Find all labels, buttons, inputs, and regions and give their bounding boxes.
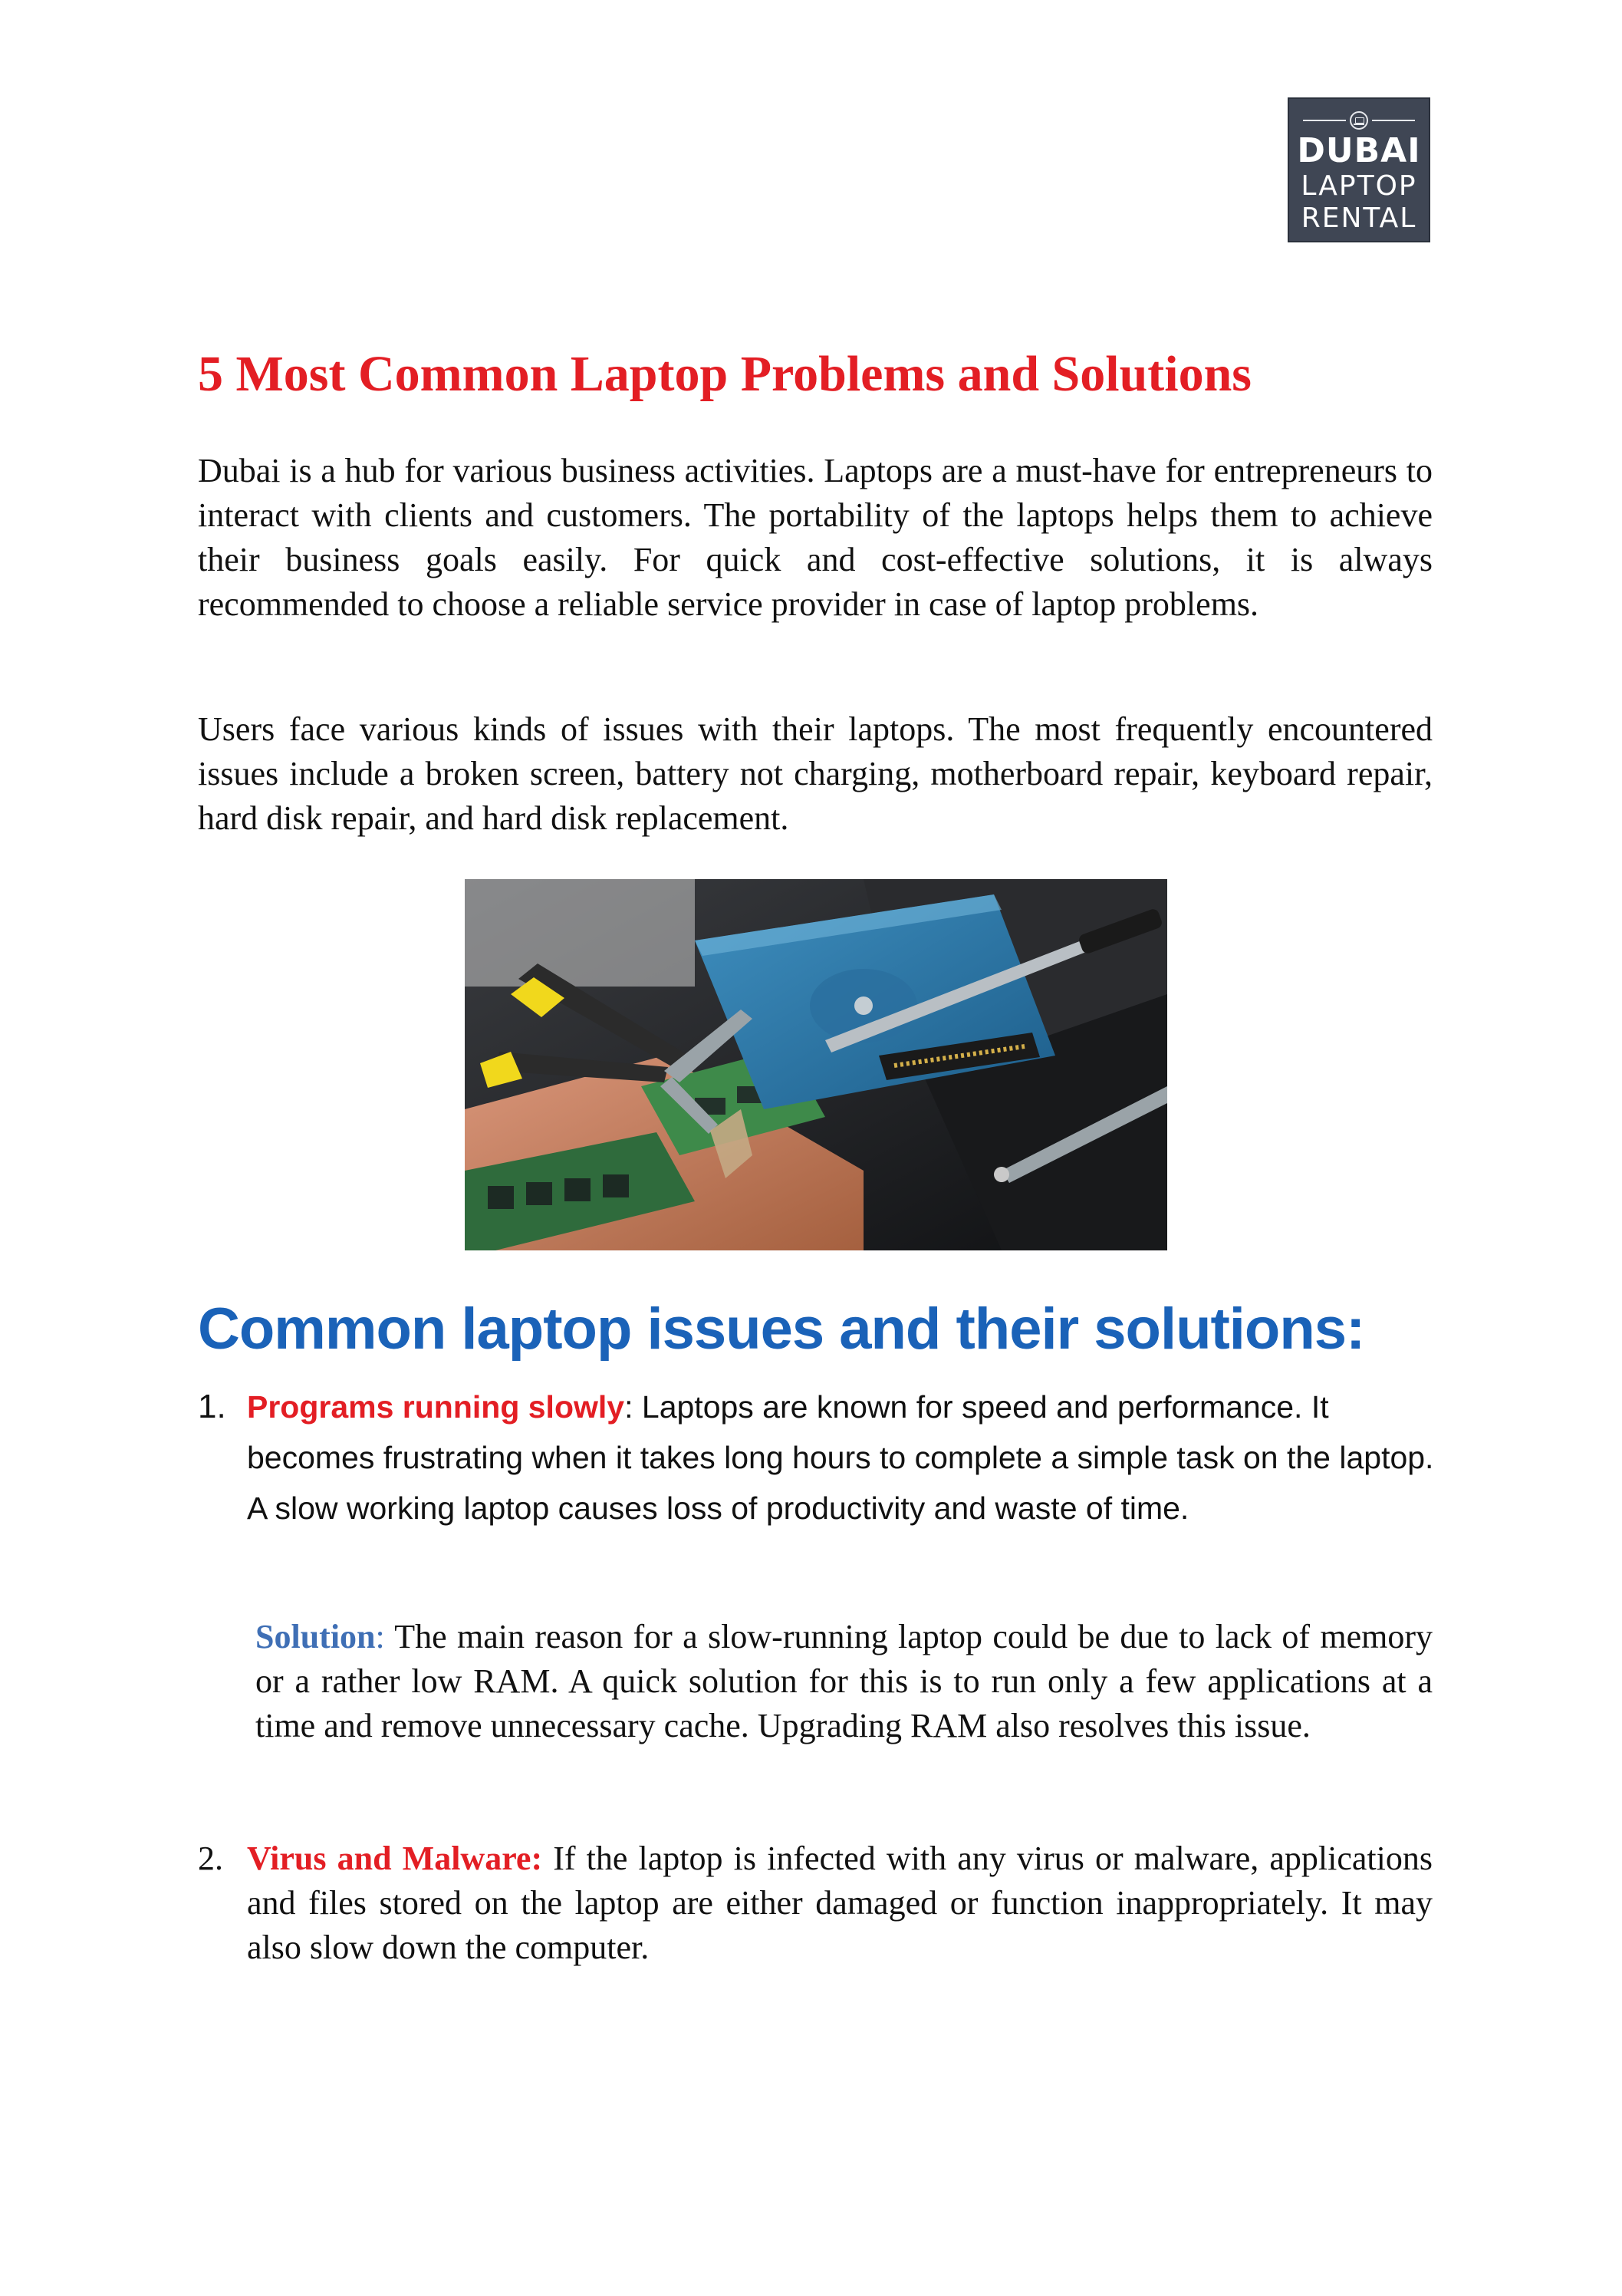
issue-1-description [247, 1382, 1434, 1533]
logo-emblem [1297, 111, 1421, 130]
issue-2-description [247, 1836, 1433, 1970]
issue-1-text: Laptops are known for speed and performance. It becomes frustrating when it takes long hours to complete a simple task on the laptop. A slow working laptop causes loss of productivity and waste of time. [247, 1389, 1434, 1526]
logo-text-dubai: DUBAI [1297, 131, 1421, 170]
issue-1-separator: : [624, 1389, 633, 1425]
issue-2-label: Virus and Malware: [247, 1840, 543, 1877]
intro-paragraph-2: Users face various kinds of issues with their laptops. The most frequently encountered issues include a broken screen, battery not charging, motherboard repair, keyboard repair, hard disk repair, and hard disk replacement. [198, 710, 1433, 837]
list-number-2: 2. [198, 1840, 223, 1877]
intro-paragraph-1: Dubai is a hub for various business activities. Laptops are a must-have for entrepreneurs to interact with clients and customers. The portability of the laptops helps them to achieve their business goals easily. For quick and cost-effective solutions, it is always recommended to choose a reliable service provider in case of laptop problems. [198, 452, 1433, 623]
issue-1-solution [255, 1615, 1433, 1748]
solution-text: The main reason for a slow-running laptop could be due to lack of memory or a rather low RAM. A quick solution for this is to run only a few applications at a time and remove unnecessary cache. Upgrading RAM also resolves this issue. [255, 1618, 1433, 1744]
logo-divider-left [1303, 120, 1346, 121]
list-number-1: 1. [198, 1388, 226, 1425]
section-heading: Common laptop issues and their solutions: [198, 1296, 1365, 1362]
solution-label: Solution [255, 1618, 376, 1655]
logo-text-laptop: LAPTOP [1301, 170, 1417, 202]
page-title: 5 Most Common Laptop Problems and Solutions [198, 346, 1252, 402]
logo-divider-right [1372, 120, 1415, 121]
logo-text-rental: RENTAL [1301, 203, 1417, 234]
laptop-icon [1350, 111, 1368, 130]
issue-2-text: If the laptop is infected with any virus or malware, applications and files stored on the laptop are either damaged or function inappropriately. It may also slow down the computer. [247, 1840, 1433, 1966]
issue-1-label: Programs running slowly [247, 1389, 625, 1425]
laptop-repair-photo [465, 879, 1167, 1250]
company-logo [1288, 97, 1430, 242]
solution-separator: : [375, 1618, 385, 1655]
